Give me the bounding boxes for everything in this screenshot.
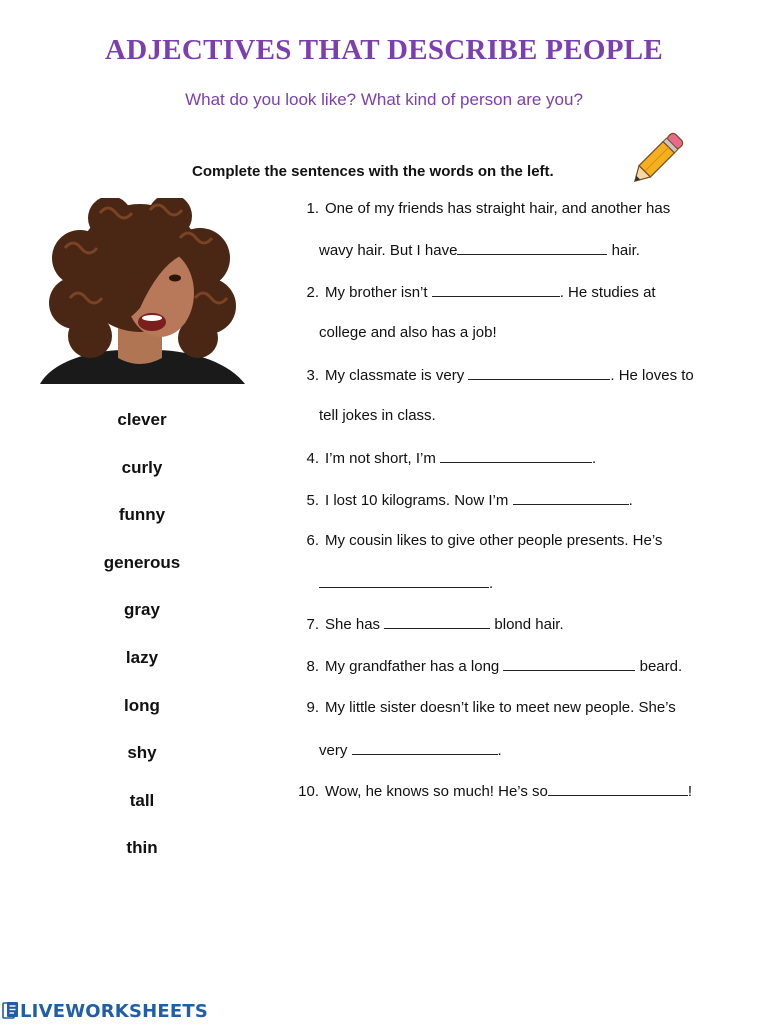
question-text: One of my friends has straight hair, and another has: [325, 200, 671, 217]
answer-blank[interactable]: [513, 490, 629, 505]
question-text: blond hair.: [494, 616, 564, 633]
question-number: 9.: [306, 699, 319, 716]
answer-blank[interactable]: [352, 740, 498, 755]
word-bank-item: generous: [103, 552, 181, 572]
question-number: 1.: [306, 200, 319, 217]
pencil-icon: [628, 130, 684, 190]
page-title: ADJECTIVES THAT DESCRIBE PEOPLE: [104, 34, 664, 66]
question-text: .: [592, 450, 597, 467]
question-text: !: [687, 783, 693, 800]
question-text: .: [497, 742, 502, 759]
question-text: My grandfather has a long: [325, 658, 500, 675]
question-3-line-1: [297, 365, 694, 386]
footer-brand[interactable]: [2, 998, 208, 1024]
question-4: [297, 448, 596, 469]
word-bank-item: long: [124, 695, 160, 715]
question-text: . He studies at: [559, 284, 656, 301]
question-number: 3.: [306, 367, 319, 384]
question-number: 8.: [306, 658, 319, 675]
word-bank-item: gray: [124, 600, 160, 620]
question-text: I lost 10 kilograms. Now I’m: [325, 492, 509, 509]
question-text: My classmate is very: [325, 367, 465, 384]
word-bank-item: shy: [127, 743, 157, 763]
question-5: [297, 490, 633, 511]
question-6-line-1: [297, 531, 662, 551]
question-text: She has: [325, 616, 381, 633]
question-text: . He loves to: [610, 367, 694, 384]
answer-blank[interactable]: [432, 282, 560, 297]
question-number: 7.: [306, 616, 319, 633]
answer-blank[interactable]: [503, 656, 635, 671]
word-bank-item: thin: [126, 838, 158, 858]
question-10: [297, 781, 692, 802]
question-text: My little sister doesn’t like to meet new people. She’s: [325, 699, 676, 716]
question-text: My brother isn’t: [325, 284, 428, 301]
question-number: 2.: [306, 284, 319, 301]
question-9-line-1: [297, 698, 676, 718]
answer-blank[interactable]: [457, 240, 607, 255]
question-text: college and also has a job!: [319, 324, 497, 341]
question-1-line-1: [297, 199, 670, 219]
question-2-line-2: [319, 323, 497, 343]
woman-photo: [30, 198, 252, 384]
word-bank-item: funny: [118, 505, 166, 525]
word-bank: [92, 405, 192, 881]
question-3-line-2: [319, 406, 436, 426]
question-text: wavy hair. But I have: [319, 242, 458, 259]
page-subtitle: What do you look like? What kind of person are you?: [185, 90, 583, 109]
answer-blank[interactable]: [548, 781, 688, 796]
question-text: .: [628, 492, 633, 509]
question-2-line-1: [297, 282, 656, 303]
word-bank-item: curly: [121, 457, 163, 477]
question-text: hair.: [611, 242, 640, 259]
answer-blank[interactable]: [319, 573, 489, 588]
instruction-text: Complete the sentences with the words on the left.: [192, 163, 554, 180]
question-text: very: [319, 742, 348, 759]
footer-brand-text: LIVEWORKSHEETS: [20, 1000, 209, 1022]
word-bank-item: tall: [129, 790, 155, 810]
word-bank-item: clever: [117, 410, 167, 429]
question-6-line-2: [319, 573, 493, 594]
question-9-line-2: [319, 740, 502, 761]
question-text: Wow, he knows so much! He’s so: [325, 783, 548, 800]
question-7: [297, 614, 564, 635]
question-text: beard.: [639, 658, 683, 675]
liveworksheets-logo-icon: [2, 1001, 20, 1021]
question-number: 5.: [306, 492, 319, 509]
question-text: tell jokes in class.: [319, 407, 436, 424]
question-number: 6.: [306, 532, 319, 549]
question-text: .: [489, 575, 494, 592]
question-number: 10.: [298, 783, 319, 800]
answer-blank[interactable]: [468, 365, 610, 380]
answer-blank[interactable]: [440, 448, 592, 463]
question-number: 4.: [306, 450, 319, 467]
word-bank-item: lazy: [125, 647, 159, 667]
question-1-line-2: [319, 240, 640, 261]
answer-blank[interactable]: [384, 614, 490, 629]
question-8: [297, 656, 682, 677]
question-text: I’m not short, I’m: [325, 450, 436, 467]
question-text: My cousin likes to give other people presents. He’s: [325, 532, 663, 549]
